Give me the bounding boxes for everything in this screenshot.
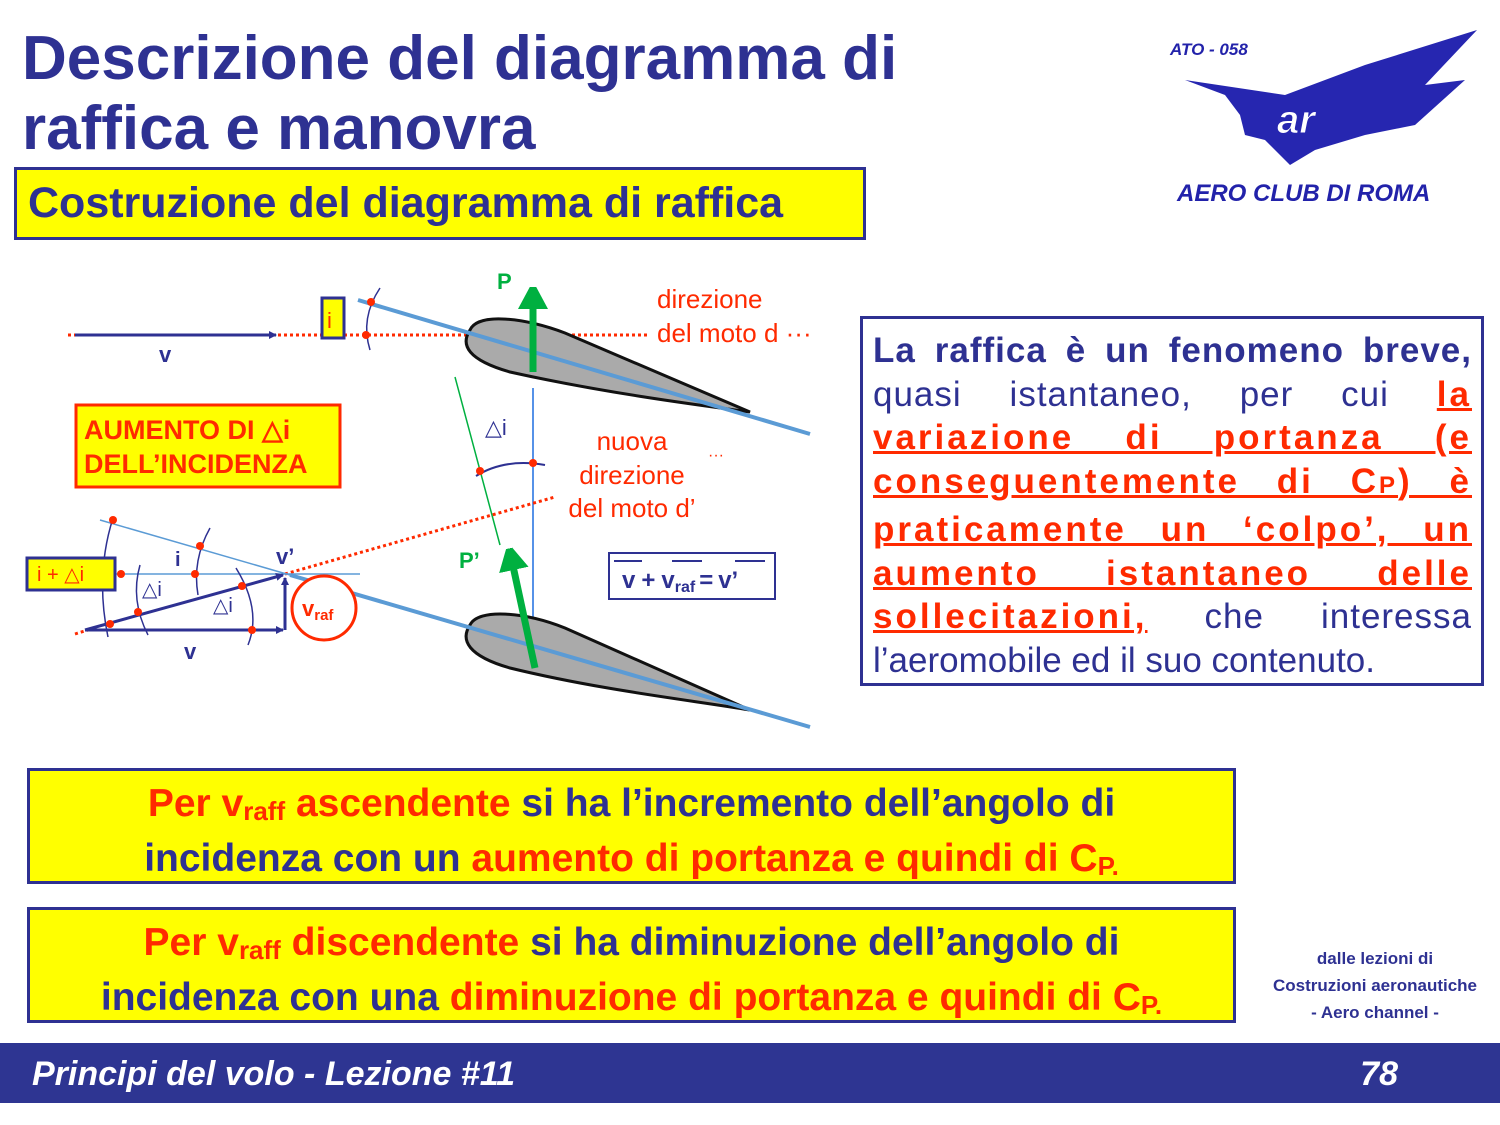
info-line: sollecitazioni, che interessa <box>873 597 1472 637</box>
svg-text:i: i <box>175 549 181 571</box>
info-line: La raffica è un fenomeno breve, <box>873 331 1472 370</box>
gust-diagram <box>0 260 830 740</box>
svg-text:direzione: direzione <box>657 284 763 314</box>
gust-description <box>860 316 1484 686</box>
svg-text:DELL’INCIDENZA: DELL’INCIDENZA <box>84 449 308 479</box>
ascending-gust-box: Per $v_{raff}$ ascendente si ha l’incremento dell’angolo di incidenza con un aumento di portanza e quindi di $C_{P.}$ <box>27 768 1236 884</box>
svg-text:AUMENTO DI △i: AUMENTO DI △i <box>84 415 291 445</box>
svg-text:v’: v’ <box>276 544 295 569</box>
svg-text:P: P <box>497 269 512 294</box>
angle-arc <box>367 288 380 350</box>
logo-code: ATO - 058 <box>1170 40 1248 59</box>
page-title <box>22 24 897 164</box>
aero-club-logo <box>1165 25 1485 215</box>
svg-text:△i: △i <box>485 415 507 440</box>
course-title: Principi del volo - Lezione #11 <box>32 1055 516 1093</box>
page-number: 78 <box>1360 1055 1398 1093</box>
footer-bar <box>0 1043 1500 1103</box>
info-line: quasi istantaneo, per cui la <box>873 374 1472 414</box>
vector-equation: v + vraf = v’ <box>622 567 739 596</box>
svg-text:i: i <box>327 308 332 333</box>
svg-text:del moto d ···: del moto d ··· <box>657 318 812 348</box>
svg-text:v: v <box>184 639 197 664</box>
section-subtitle: Costruzione del diagramma di raffica <box>14 167 866 240</box>
svg-text:···: ··· <box>708 447 724 464</box>
svg-text:del moto d’: del moto d’ <box>568 493 696 523</box>
svg-text:vraf: vraf <box>302 596 334 624</box>
svg-text:v: v <box>159 342 172 367</box>
aumento-label <box>76 405 340 487</box>
svg-text:△i: △i <box>142 579 162 601</box>
descending-gust-box: Per $v_{raff}$ discendente si ha diminuzione dell’angolo di incidenza con una diminuzione di portanza e quindi di $C_{P.}$ <box>27 907 1236 1023</box>
logo-name: AERO CLUB DI ROMA <box>1177 180 1431 207</box>
info-line: l’aeromobile ed il suo contenuto. <box>873 640 1375 680</box>
info-line: aumento istantaneo delle <box>873 553 1472 593</box>
credit: dalle lezioni di Costruzioni aeronautiche - Aero channel - <box>1272 949 1478 1022</box>
title-line: raffica e manovra <box>22 94 536 163</box>
info-line: variazione di portanza (e <box>873 418 1472 458</box>
title-line: Descrizione del diagramma di <box>22 24 898 93</box>
i-box <box>322 298 344 338</box>
info-line: conseguentemente di CP) è <box>873 462 1472 502</box>
info-line: praticamente un ‘colpo’, un <box>873 509 1472 549</box>
svg-text:direzione: direzione <box>579 460 685 490</box>
logo-monogram: ar <box>1277 98 1315 142</box>
svg-text:P’: P’ <box>459 548 480 573</box>
svg-text:△i: △i <box>213 595 233 617</box>
svg-text:nuova: nuova <box>596 426 668 456</box>
svg-text:i + △i: i + △i <box>37 564 85 586</box>
